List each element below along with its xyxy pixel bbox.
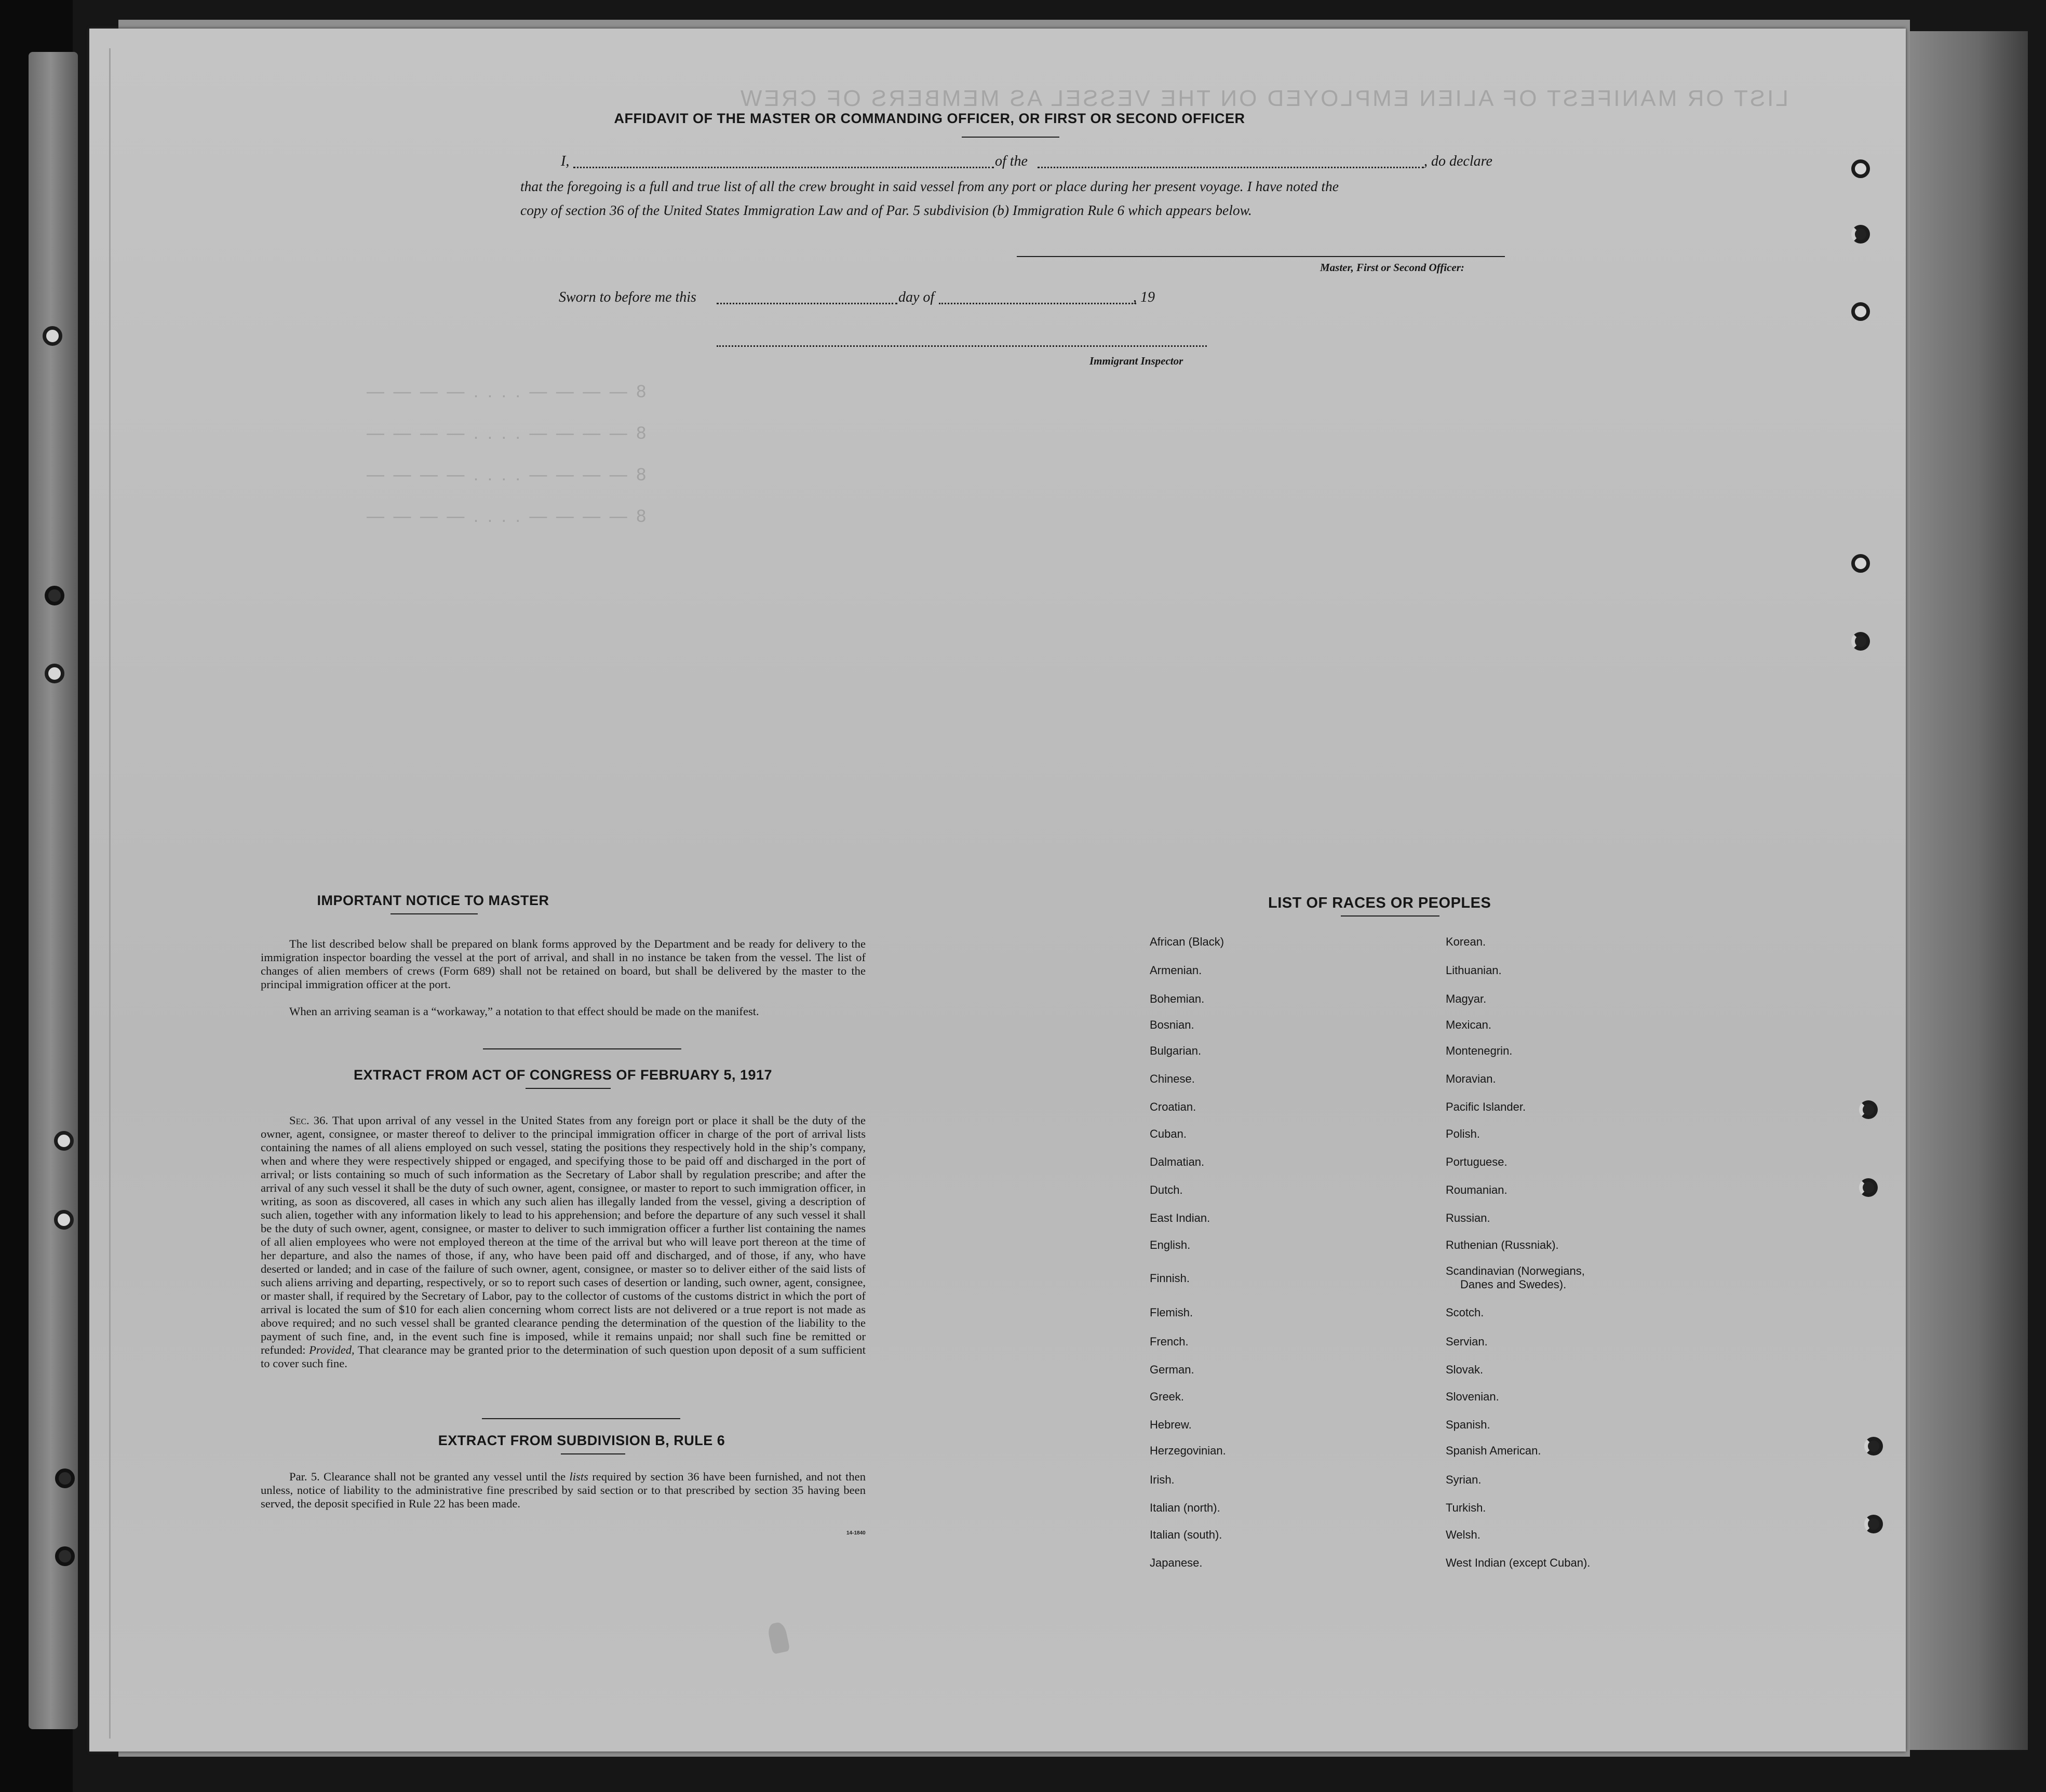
race-item: Italian (south).: [1150, 1528, 1222, 1541]
binder-hole-icon: [45, 586, 64, 605]
binder-hole-icon: [45, 664, 64, 683]
race-item: Irish.: [1150, 1473, 1175, 1486]
vessel-name-blank: [1038, 167, 1424, 168]
affidavit-title: AFFIDAVIT OF THE MASTER OR COMMANDING OFFICER, OR FIRST OR SECOND OFFICER: [614, 111, 1245, 126]
sworn-year: , 19: [1133, 289, 1155, 305]
act-extract-title: EXTRACT FROM ACT OF CONGRESS OF FEBRUARY 5, 1917: [353, 1067, 773, 1083]
race-item: Russian.: [1446, 1211, 1490, 1224]
race-item: Bohemian.: [1150, 992, 1205, 1005]
race-item: Korean.: [1446, 935, 1486, 948]
race-item: Herzegovinian.: [1150, 1444, 1226, 1457]
lists-word: lists: [569, 1470, 588, 1483]
rule-paragraph: [261, 1470, 866, 1511]
race-item: Greek.: [1150, 1390, 1184, 1403]
notice-title-rule: [391, 913, 478, 914]
race-item: Scandinavian (Norwegians,: [1446, 1264, 1585, 1277]
race-item: Portuguese.: [1446, 1155, 1507, 1168]
affidavit-of-the-label: of the: [995, 153, 1028, 169]
binder-hole-icon: [55, 1468, 75, 1488]
race-item: Pacific Islander.: [1446, 1100, 1526, 1113]
bleed-through-text: LIST OR MANIFEST OF ALIEN EMPLOYED ON THE VESSEL AS MEMBERS OF CREW: [738, 86, 1788, 111]
binder-hole-icon: [1864, 1437, 1883, 1456]
race-item: Armenian.: [1150, 964, 1202, 977]
right-binder-strip: [1903, 31, 2028, 1750]
act-section-36: [261, 1114, 866, 1370]
inspector-caption: Immigrant Inspector: [1089, 355, 1183, 367]
race-item: Ruthenian (Russniak).: [1446, 1238, 1559, 1251]
master-signature-line: [1017, 256, 1505, 257]
race-item: Slovak.: [1446, 1363, 1484, 1376]
races-title: LIST OF RACES OR PEOPLES: [1268, 895, 1491, 911]
rule-title-rule: [561, 1453, 625, 1454]
race-item: Lithuanian.: [1446, 964, 1502, 977]
binder-hole-icon: [1851, 225, 1870, 244]
race-item: Montenegrin.: [1446, 1044, 1513, 1057]
act-title-rule: [526, 1088, 611, 1089]
binder-hole-icon: [1851, 632, 1870, 651]
notice-title: IMPORTANT NOTICE TO MASTER: [317, 893, 549, 908]
section-36-text: That upon arrival of any vessel in the United States from any foreign port or place it shall be the duty of the owner, agent, consignee, or master thereof to deliver to the principal immigration officer in charge of the port of arrival lists containing the names of all aliens employed on such vessel, stating the positions they respectively hold in the ship’s company, when and where they were respectively shipped or engaged, and specifying those to be paid off and discharged in the port of arrival; or lists containing so much of such information as the Secretary of Labor shall by regulation prescribe; and after the arrival of any such vessel it shall be the duty of such owner, agent, consignee, or master to report to such immigration officer, in writing, as soon as discovered, all cases in which any such alien has illegally landed from the vessel, giving a description of such alien, together with any information likely to lead to his apprehension; and before the departure of any such vessel it shall be the duty of such owner, agent, consignee, or master to deliver to such immigration officer a further list containing the names of all alien employees who were not employed thereon at the time of the arrival but who will leave port thereon at the time of her departure, and also the names of those, if any, who have been paid off and discharged, and of those, if any, who have deserted or landed; and in case of the failure of such owner, agent, consignee, or master so to deliver either of the said lists of such aliens arriving and departing, respectively, or so to report such cases of desertion or landing, such owner, agent, consignee, or master shall, if required by the Secretary of Labor, pay to the collector of customs of the customs district in which the port of arrival is located the sum of $10 for each alien concerning whom correct lists are not delivered or a true report is not made as above required; and no such vessel shall be granted clearance pending the determination of the question of the liability to the payment of such fine, and, in the event such fine is imposed, while it remains unpaid; nor shall such fine be remitted or refunded:: [261, 1114, 866, 1356]
section-divider: [483, 1048, 681, 1049]
binder-hole-icon: [1859, 1100, 1878, 1119]
race-item: Croatian.: [1150, 1100, 1196, 1113]
bleed-through-text: 8 — — — — . . . . — — — —: [365, 382, 647, 401]
race-item: West Indian (except Cuban).: [1446, 1556, 1591, 1569]
sworn-day-blank: [717, 303, 897, 304]
provided-label: Provided,: [309, 1343, 355, 1356]
race-item: Welsh.: [1446, 1528, 1480, 1541]
form-number: 14-1840: [846, 1530, 866, 1536]
inspector-signature-line: [717, 345, 1207, 347]
race-item: East Indian.: [1150, 1211, 1210, 1224]
race-item: Slovenian.: [1446, 1390, 1499, 1403]
binder-hole-icon: [54, 1210, 74, 1230]
binder-hole-icon: [1851, 554, 1870, 573]
rule-extract-title: EXTRACT FROM SUBDIVISION B, RULE 6: [438, 1433, 725, 1448]
race-item: German.: [1150, 1363, 1194, 1376]
binder-hole-icon: [55, 1546, 75, 1566]
binder-hole-icon: [1864, 1515, 1883, 1533]
section-divider: [482, 1418, 680, 1419]
race-item: Cuban.: [1150, 1127, 1187, 1140]
binder-hole-icon: [1851, 159, 1870, 178]
race-item: Mexican.: [1446, 1018, 1492, 1031]
bleed-through-text: 8 — — — — . . . . — — — —: [365, 506, 647, 526]
race-item: Syrian.: [1446, 1473, 1482, 1486]
bleed-through-text: 8 — — — — . . . . — — — —: [365, 465, 647, 484]
sworn-month-blank: [939, 303, 1136, 304]
race-item: Bulgarian.: [1150, 1044, 1202, 1057]
manifest-page: [89, 29, 1906, 1751]
race-item: Chinese.: [1150, 1072, 1195, 1085]
binder-hole-icon: [1859, 1178, 1878, 1197]
notice-paragraph-2: When an arriving seaman is a “workaway,” a notation to that effect should be made on the manifest.: [289, 1005, 759, 1018]
race-item: Polish.: [1446, 1127, 1480, 1140]
rule-text-a: Par. 5. Clearance shall not be granted any vessel until the: [289, 1470, 566, 1483]
race-item: African (Black): [1150, 935, 1224, 948]
race-item: French.: [1150, 1335, 1189, 1348]
section-label: Sec. 36.: [289, 1114, 329, 1127]
section-36-text-end: That clearance may be granted prior to the determination of such question upon deposit of a sum sufficient to cover such fine.: [261, 1343, 866, 1370]
binder-hole-icon: [54, 1131, 74, 1151]
race-item: Magyar.: [1446, 992, 1487, 1005]
race-item: Bosnian.: [1150, 1018, 1194, 1031]
race-item: Moravian.: [1446, 1072, 1496, 1085]
affidavit-line-2: that the foregoing is a full and true list of all the crew brought in said vessel from any port or place during her present voyage. I have noted the: [520, 178, 1339, 194]
race-item: Hebrew.: [1150, 1418, 1192, 1431]
race-item: Japanese.: [1150, 1556, 1203, 1569]
race-item: Servian.: [1446, 1335, 1488, 1348]
binder-hole-icon: [1851, 302, 1870, 321]
race-item: Roumanian.: [1446, 1183, 1507, 1196]
sworn-prefix: Sworn to before me this: [559, 289, 696, 305]
races-title-rule: [1341, 915, 1439, 917]
race-item: Spanish American.: [1446, 1444, 1541, 1457]
notice-paragraph-1: The list described below shall be prepared on blank forms approved by the Department and be ready for delivery to the immigration inspector boarding the vessel at the port of arrival, and shall in no instance be taken from the vessel. The list of changes of alien members of crews (Form 689) shall not be retained on board, but shall be delivered by the master to the principal immigration officer at the port.: [261, 937, 866, 991]
affidavit-declare-label: , do declare: [1424, 153, 1492, 169]
affidavit-line-3: copy of section 36 of the United States Immigration Law and of Par. 5 subdivision (b) Immigration Rule 6 which appears below.: [520, 202, 1252, 218]
race-item: Italian (north).: [1150, 1501, 1220, 1514]
race-item-continuation: Danes and Swedes).: [1460, 1278, 1567, 1291]
master-signature-caption: Master, First or Second Officer:: [1320, 261, 1464, 274]
master-name-blank: [573, 167, 994, 168]
race-item: Finnish.: [1150, 1272, 1190, 1285]
bleed-through-text: 8 — — — — . . . . — — — —: [365, 423, 647, 443]
affidavit-i-label: I,: [561, 153, 570, 169]
race-item: Flemish.: [1150, 1306, 1193, 1319]
race-item: Dalmatian.: [1150, 1155, 1205, 1168]
race-item: Scotch.: [1446, 1306, 1484, 1319]
binder-hole-icon: [43, 326, 62, 346]
race-item: Turkish.: [1446, 1501, 1486, 1514]
race-item: Dutch.: [1150, 1183, 1183, 1196]
race-item: English.: [1150, 1238, 1191, 1251]
rule-text-b: required by section 36 have been furnished, and not then unless, notice of liability to the administrative fine prescribed by said section or to that prescribed by section 35 having been served, the deposit specified in Rule 22 has been made.: [261, 1470, 866, 1510]
title-rule: [962, 137, 1059, 138]
sworn-day-of: day of: [898, 289, 935, 305]
race-item: Spanish.: [1446, 1418, 1490, 1431]
